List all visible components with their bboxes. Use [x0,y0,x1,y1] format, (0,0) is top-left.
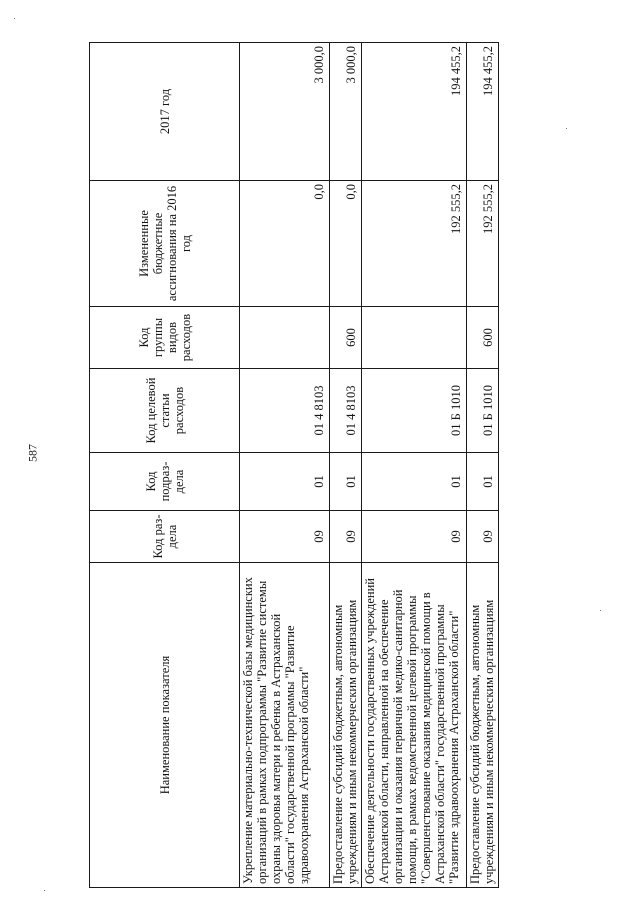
header-razdel: Код раз-дела [90,511,240,563]
cell-vid [240,307,330,369]
cell-vid [362,307,467,369]
table-row [362,43,467,888]
scan-speck [566,128,567,129]
table-row [467,43,499,888]
cell-vid: 600 [330,307,362,369]
table-header-row [90,43,240,888]
table-row [240,43,330,888]
header-statya: Код целевой статьи расходов [90,369,240,453]
cell-podrazdel: 01 [362,453,467,511]
rotated-page-content [89,43,496,888]
cell-razdel: 09 [240,511,330,563]
header-vid: Код группы видов расходов [90,307,240,369]
scan-speck [600,610,601,611]
cell-year-2017: 3 000,0 [330,43,362,181]
cell-razdel: 09 [362,511,467,563]
cell-year-2017: 3 000,0 [240,43,330,181]
cell-statya: 01 4 8103 [330,369,362,453]
cell-statya: 01 4 8103 [240,369,330,453]
cell-assign-2016: 0,0 [240,181,330,307]
cell-statya: 01 Б 1010 [467,369,499,453]
scan-speck [14,18,15,19]
cell-name: Обеспечение деятельности государственных учреждений Астраханской области, направленной на обеспечение организации и оказания первичной медико-санитарной помощи, в рамках ведомственной целевой программы "Совершенствование оказания медицинской помощи в Астраханской области" государственной программы "Развитие здравоохранения Астраханской области" [362,563,467,888]
header-assign-2016: Измененные бюджетные ассигнования на 2016 год [90,181,240,307]
cell-name: Предоставление субсидий бюджетным, автономным учреждениям и иным некоммерческим организациям [467,563,499,888]
cell-assign-2016: 0,0 [330,181,362,307]
page-number: 587 [25,444,40,462]
scan-speck [44,890,45,891]
cell-assign-2016: 192 555,2 [362,181,467,307]
cell-razdel: 09 [467,511,499,563]
cell-name: Укрепление материально-технической базы медицинских организаций в рамках подпрограммы "Развитие системы охраны здоровья матери и ребенка в Астраханской области" государственной программы "Развитие здравоохранения Астраханской области" [240,563,330,888]
header-year-2017: 2017 год [90,43,240,181]
cell-podrazdel: 01 [240,453,330,511]
cell-statya: 01 Б 1010 [362,369,467,453]
header-name: Наименование показателя [90,563,240,888]
cell-vid: 600 [467,307,499,369]
cell-name: Предоставление субсидий бюджетным, автономным учреждениям и иным некоммерческим организациям [330,563,362,888]
cell-razdel: 09 [330,511,362,563]
budget-table [89,42,499,888]
cell-podrazdel: 01 [330,453,362,511]
table-row [330,43,362,888]
cell-year-2017: 194 455,2 [362,43,467,181]
header-podrazdel: Код подраз-дела [90,453,240,511]
cell-podrazdel: 01 [467,453,499,511]
cell-year-2017: 194 455,2 [467,43,499,181]
cell-assign-2016: 192 555,2 [467,181,499,307]
